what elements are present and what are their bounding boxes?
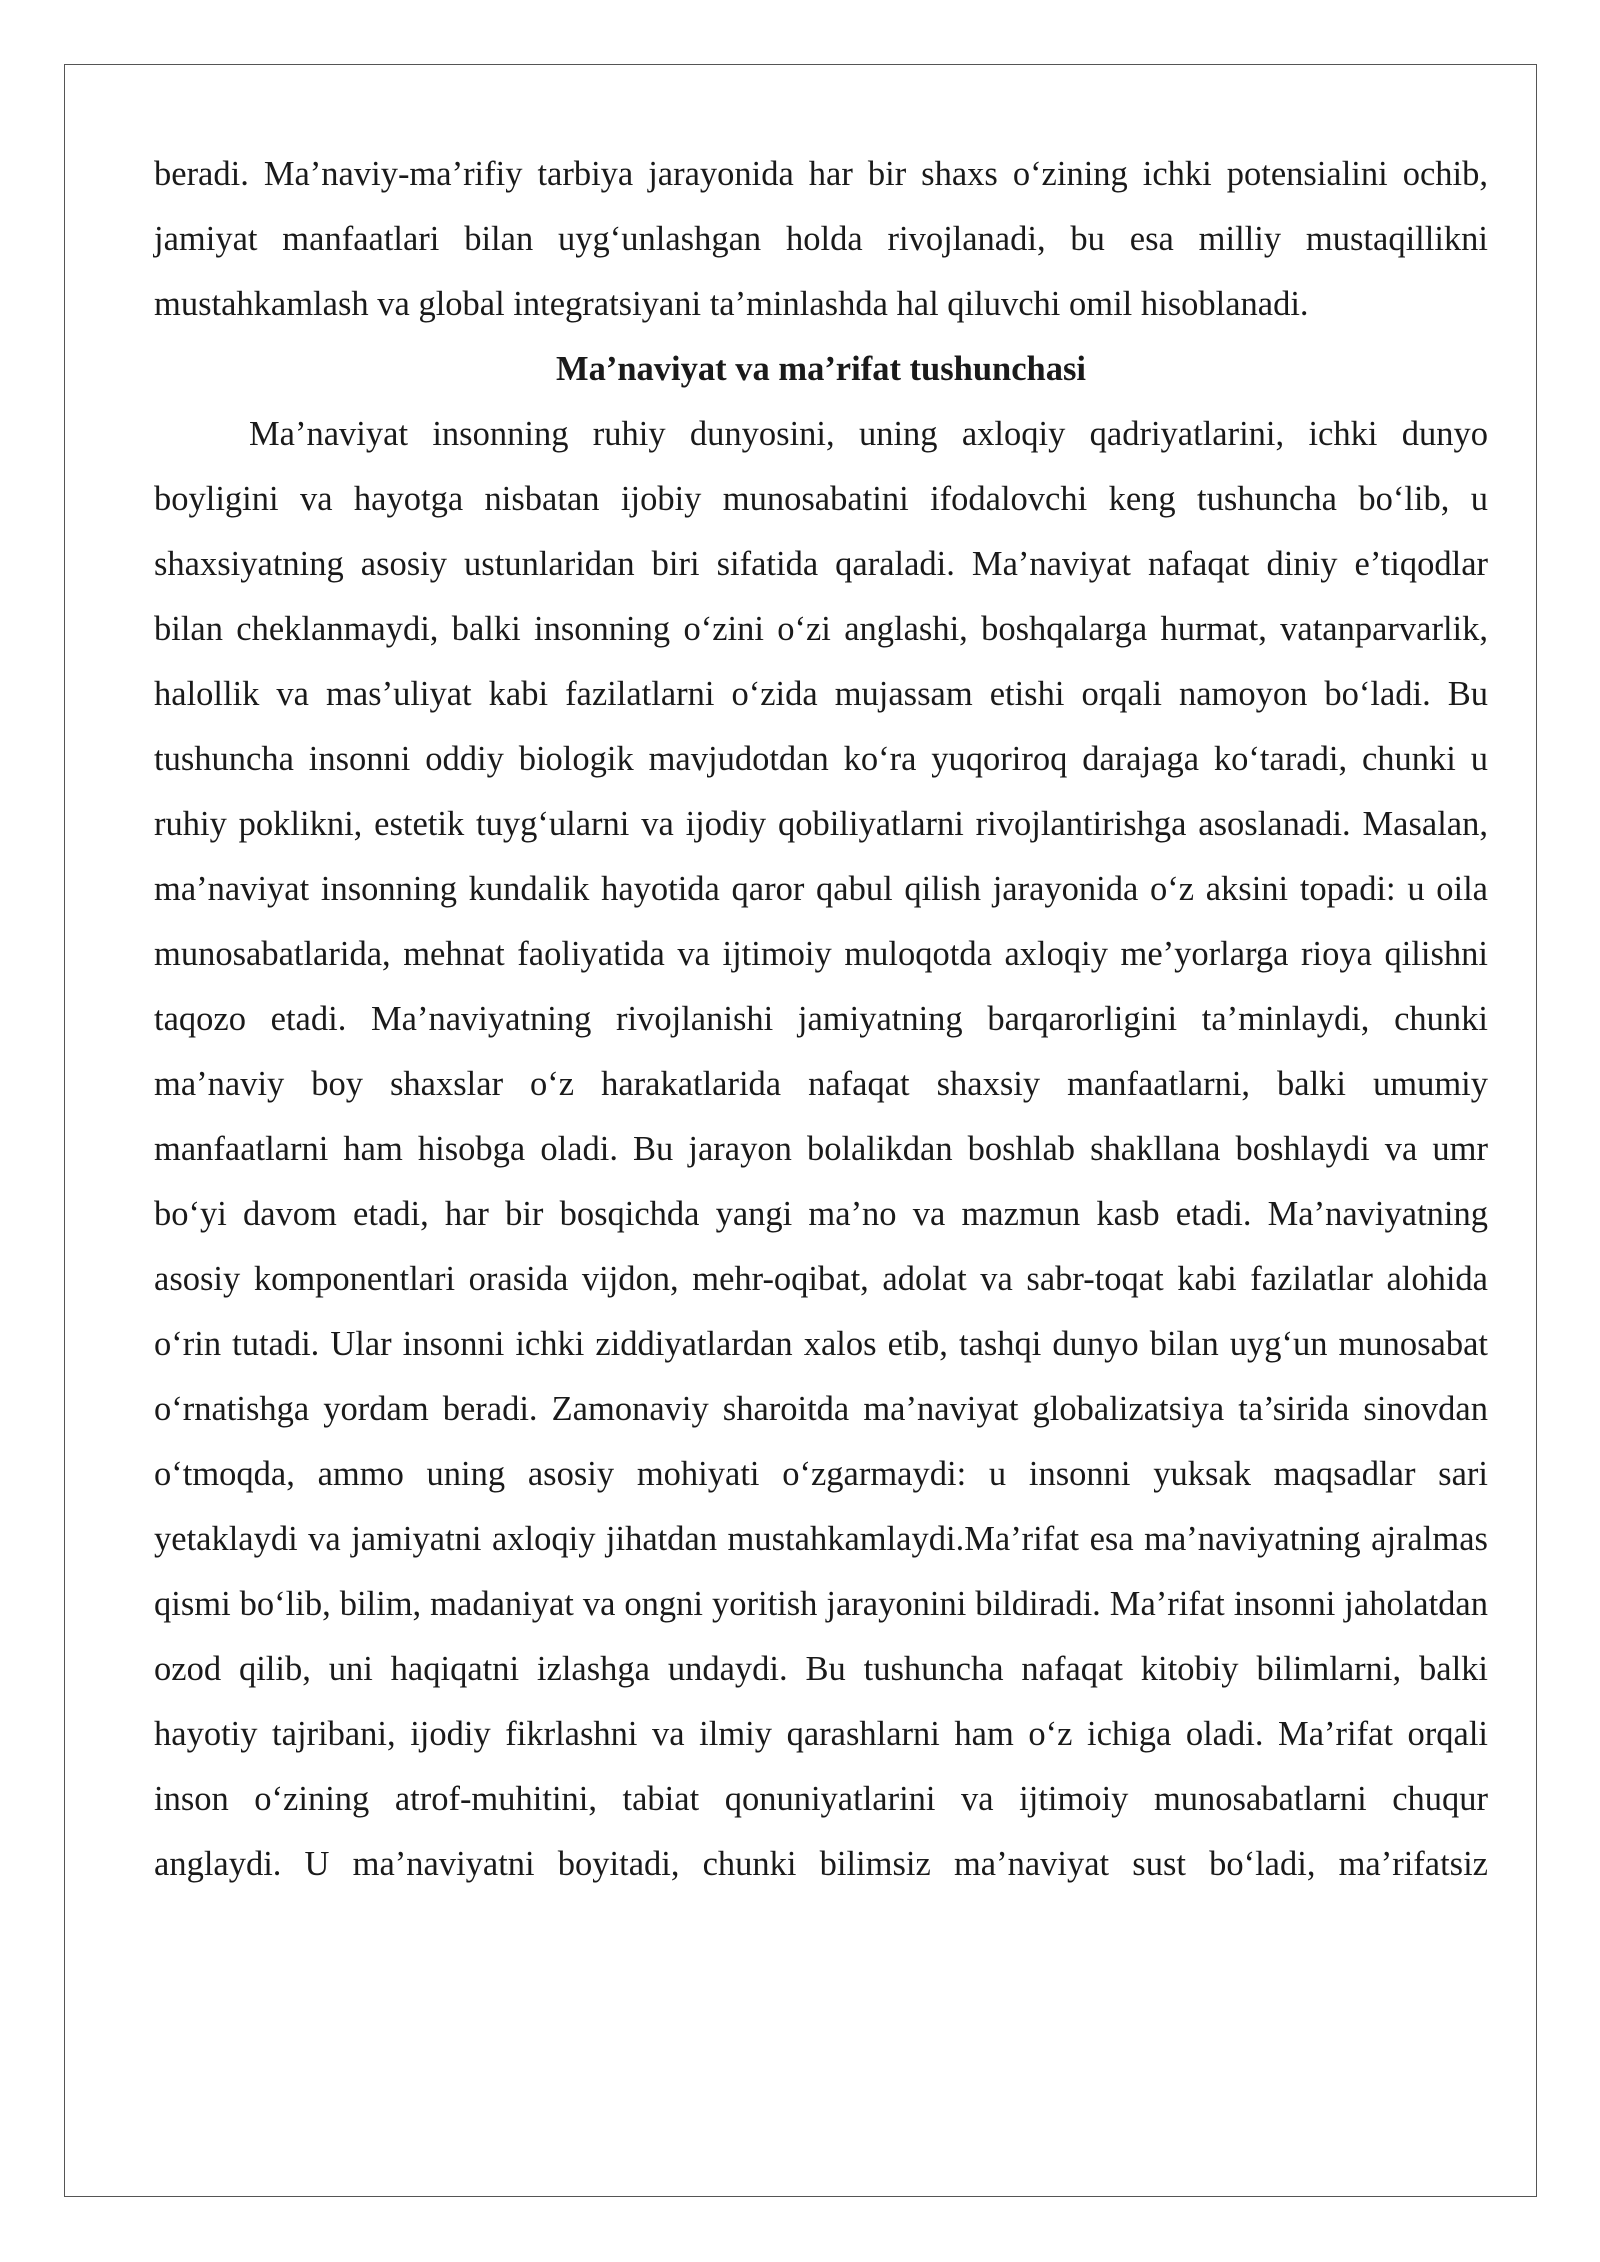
main-paragraph: Ma’naviyat insonning ruhiy dunyosini, uning axloqiy qadriyatlarini, ichki dunyo boyligini va hayotga nisbatan ijobiy munosabatini ifodalovchi keng tushuncha bo‘lib, u shaxsiyatning asosiy ustunlaridan biri sifatida qaraladi. Ma’naviyat nafaqat diniy e’tiqodlar bilan cheklanmaydi, balki insonning o‘zini o‘zi anglashi, boshqalarga hurmat, vatanparvarlik, halollik va mas’uliyat kabi fazilatlarni o‘zida mujassam etishi orqali namoyon bo‘ladi. Bu tushuncha insonni oddiy biologik mavjudotdan ko‘ra yuqoriroq darajaga ko‘taradi, chunki u ruhiy poklikni, estetik tuyg‘ularni va ijodiy qobiliyatlarni rivojlantirishga asoslanadi. Masalan, ma’naviyat insonning kundalik hayotida qaror qabul qilish jarayonida o‘z aksini topadi: u oila munosabatlarida, mehnat faoliyatida va ijtimoiy muloqotda axloqiy me’yorlarga rioya qilishni taqozo etadi. Ma’naviyatning rivojlanishi jamiyatning barqarorligini ta’minlaydi, chunki ma’naviy boy shaxslar o‘z harakatlarida nafaqat shaxsiy manfaatlarni, balki umumiy manfaatlarni ham hisobga oladi. Bu jarayon bolalikdan boshlab shakllana boshlaydi va umr bo‘yi davom etadi, har bir bosqichda yangi ma’no va mazmun kasb etadi. Ma’naviyatning asosiy komponentlari orasida vijdon, mehr-oqibat, adolat va sabr-toqat kabi fazilatlar alohida o‘rin tutadi. Ular insonni ichki ziddiyatlardan xalos etib, tashqi dunyo bilan uyg‘un munosabat o‘rnatishga yordam beradi. Zamonaviy sharoitda ma’naviyat globalizatsiya ta’sirida sinovdan o‘tmoqda, ammo uning asosiy mohiyati o‘zgarmaydi: u insonni yuksak maqsadlar sari yetaklaydi va jamiyatni axloqiy jihatdan mustahkamlaydi.Ma’rifat esa ma’naviyatning ajralmas qismi bo‘lib, bilim, madaniyat va ongni yoritish jarayonini bildiradi. Ma’rifat insonni jaholatdan ozod qilib, uni haqiqatni izlashga undaydi. Bu tushuncha nafaqat kitobiy bilimlarni, balki hayotiy tajribani, ijodiy fikrlashni va ilmiy qarashlarni ham o‘z ichiga oladi. Ma’rifat orqali inson o‘zining atrof-muhitini, tabiat qonuniyatlarini va ijtimoiy munosabatlarni chuqur anglaydi. U ma’naviyatni boyitadi, chunki bilimsiz ma’naviyat sust bo‘ladi, ma’rifatsiz: [154, 415, 1488, 1883]
section-heading: Ma’naviyat va ma’rifat tushunchasi: [556, 350, 1086, 388]
continuation-paragraph: beradi. Ma’naviy-ma’rifiy tarbiya jarayonida har bir shaxs o‘zining ichki potensialini ochib, jamiyat manfaatlari bilan uyg‘unlashgan holda rivojlanadi, bu esa milliy mustaqillikni mustahkamlash va global integratsiyani ta’minlashda hal qiluvchi omil hisoblanadi.: [154, 155, 1488, 323]
page-content: [154, 142, 1488, 1897]
